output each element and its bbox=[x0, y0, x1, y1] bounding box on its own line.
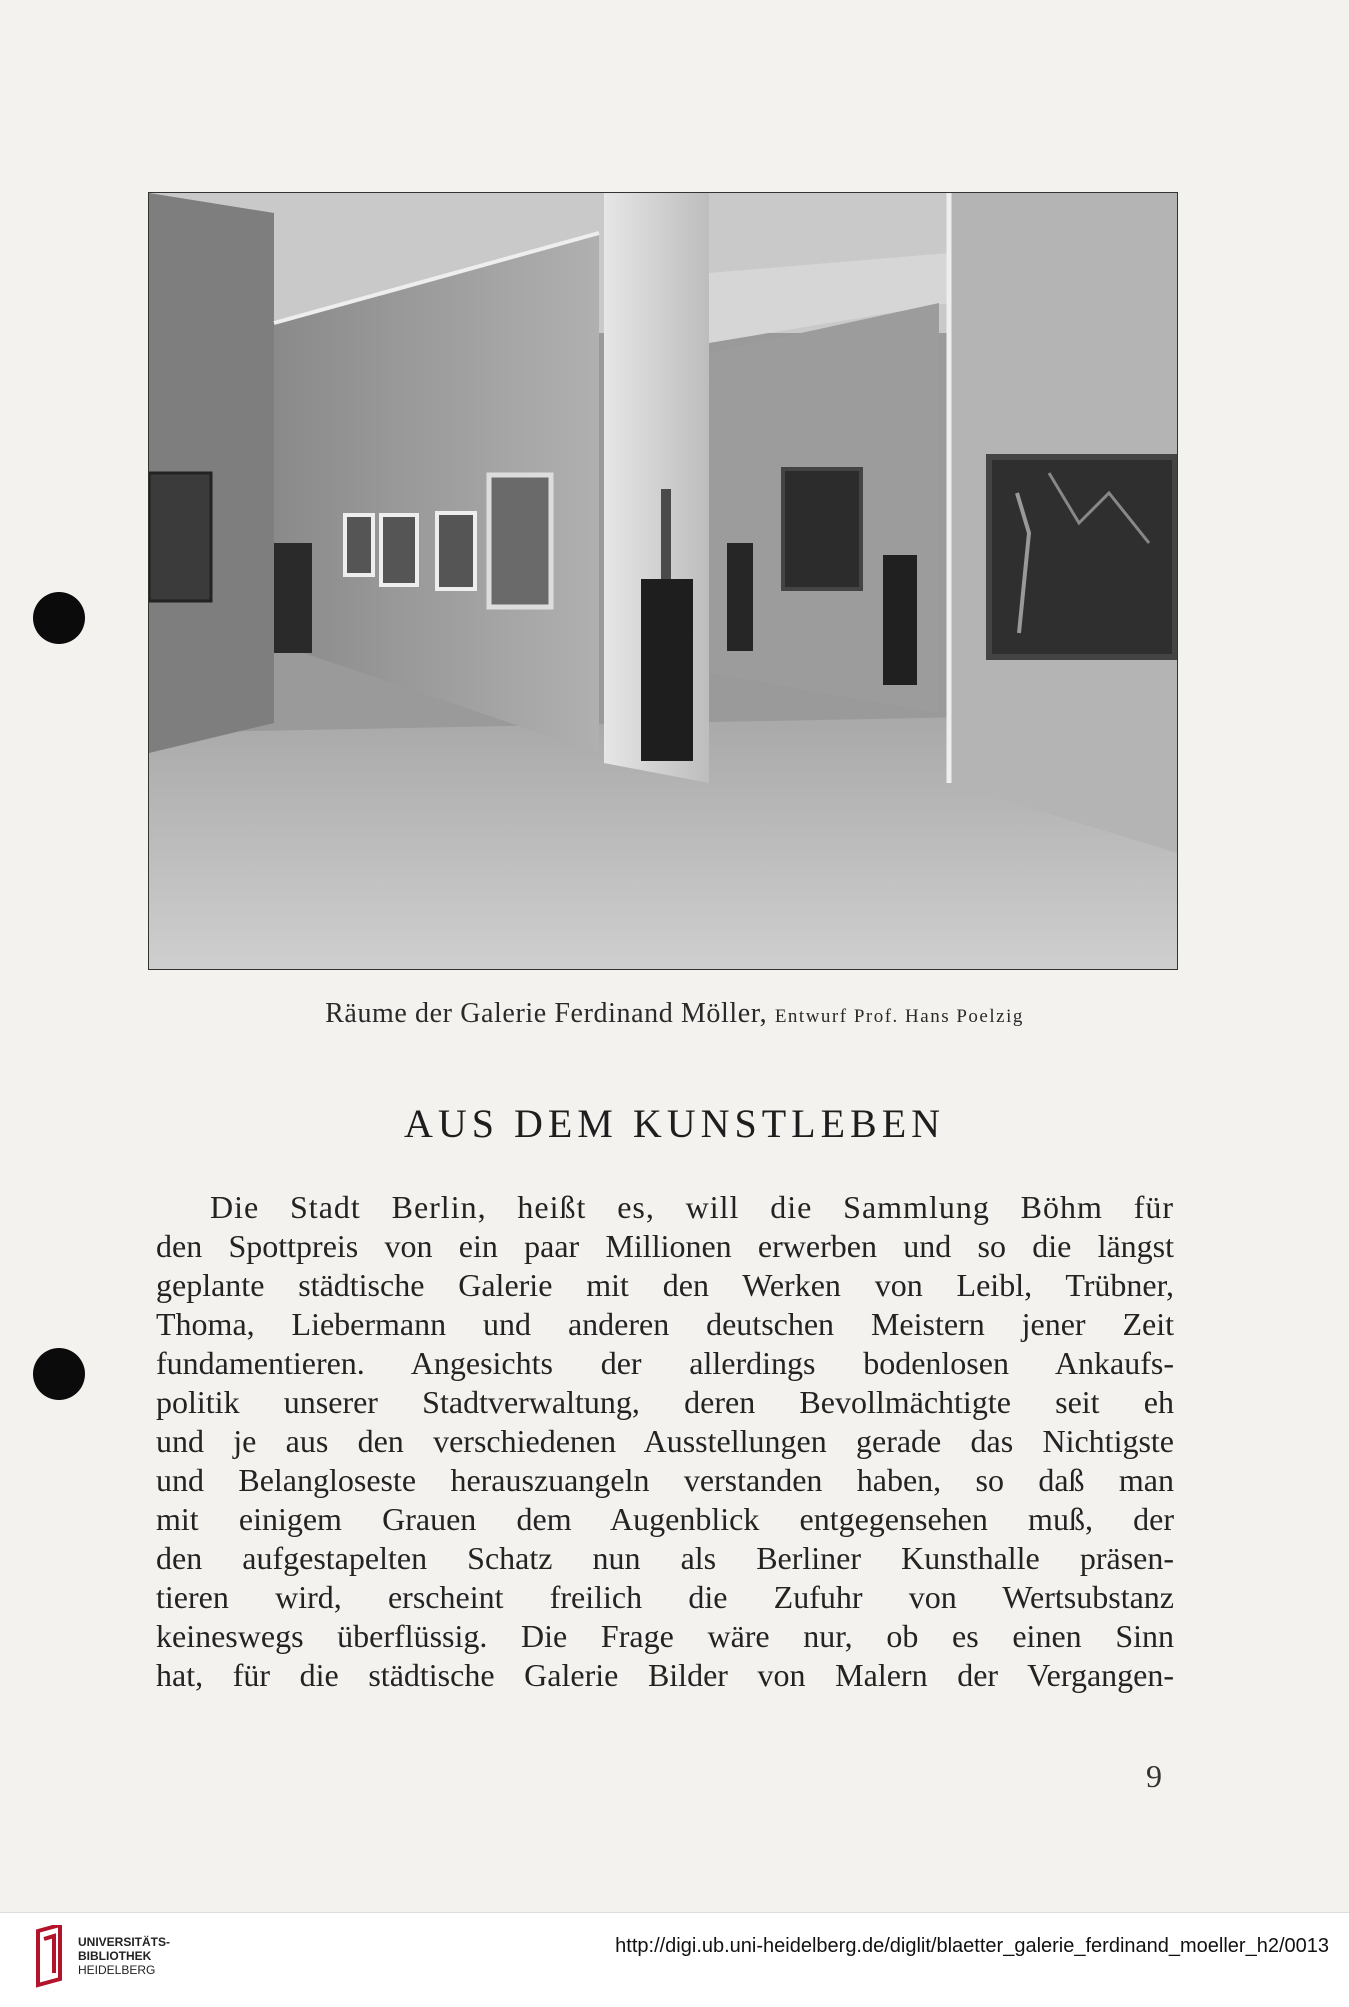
article-heading: AUS DEM KUNSTLEBEN bbox=[403, 1101, 946, 1146]
caption-main: Räume der Galerie Ferdinand Möller, bbox=[325, 998, 768, 1029]
library-name-line: HEIDELBERG bbox=[78, 1963, 156, 1977]
body-line: keineswegs überflüssig. Die Frage wäre nur, ob es einen Sinn bbox=[156, 1618, 1174, 1654]
body-line: den Spottpreis von ein paar Millionen erwerben und so die längst bbox=[156, 1228, 1174, 1264]
body-line: und je aus den verschiedenen Ausstellungen gerade das Nichtigste bbox=[156, 1423, 1174, 1459]
body-line: mit einigem Grauen dem Augenblick entgegensehen muß, der bbox=[156, 1501, 1174, 1537]
body-line: hat, für die städtische Galerie Bilder von Malern der Vergangen- bbox=[156, 1657, 1174, 1693]
body-line: fundamentieren. Angesichts der allerdings bodenlosen Ankaufs- bbox=[156, 1345, 1174, 1381]
body-line: Die Stadt Berlin, heißt es, will die Sammlung Böhm für bbox=[210, 1189, 1174, 1225]
body-line: und Belangloseste herauszuangeln verstanden haben, so daß man bbox=[156, 1462, 1174, 1498]
body-line: Thoma, Liebermann und anderen deutschen Meistern jener Zeit bbox=[156, 1306, 1174, 1342]
article-body bbox=[156, 1188, 1174, 1695]
gallery-photograph bbox=[148, 192, 1178, 970]
figure-caption bbox=[0, 998, 1349, 1030]
punch-hole-top bbox=[33, 592, 85, 644]
library-name bbox=[78, 1935, 170, 1977]
library-name-line: UNIVERSITÄTS- bbox=[78, 1935, 171, 1949]
body-line: tieren wird, erscheint freilich die Zufuhr von Wertsubstanz bbox=[156, 1579, 1174, 1615]
permalink-url[interactable]: http://digi.ub.uni-heidelberg.de/diglit/blaetter_galerie_ferdinand_moeller_h2/0013 bbox=[615, 1935, 1329, 1957]
page-number: 9 bbox=[1146, 1758, 1162, 1794]
body-line: den aufgestapelten Schatz nun als Berliner Kunsthalle präsen- bbox=[156, 1540, 1174, 1576]
gallery-interior-image bbox=[149, 193, 1177, 969]
library-name-line: BIBLIOTHEK bbox=[78, 1949, 152, 1963]
body-line: geplante städtische Galerie mit den Werken von Leibl, Trübner, bbox=[156, 1267, 1174, 1303]
body-line: politik unserer Stadtverwaltung, deren Bevollmächtigte seit eh bbox=[156, 1384, 1174, 1420]
caption-credit: Entwurf Prof. Hans Poelzig bbox=[774, 1006, 1024, 1027]
library-footer bbox=[0, 1912, 1349, 2007]
punch-hole-bottom bbox=[33, 1348, 85, 1400]
library-logo-icon bbox=[30, 1925, 70, 1989]
